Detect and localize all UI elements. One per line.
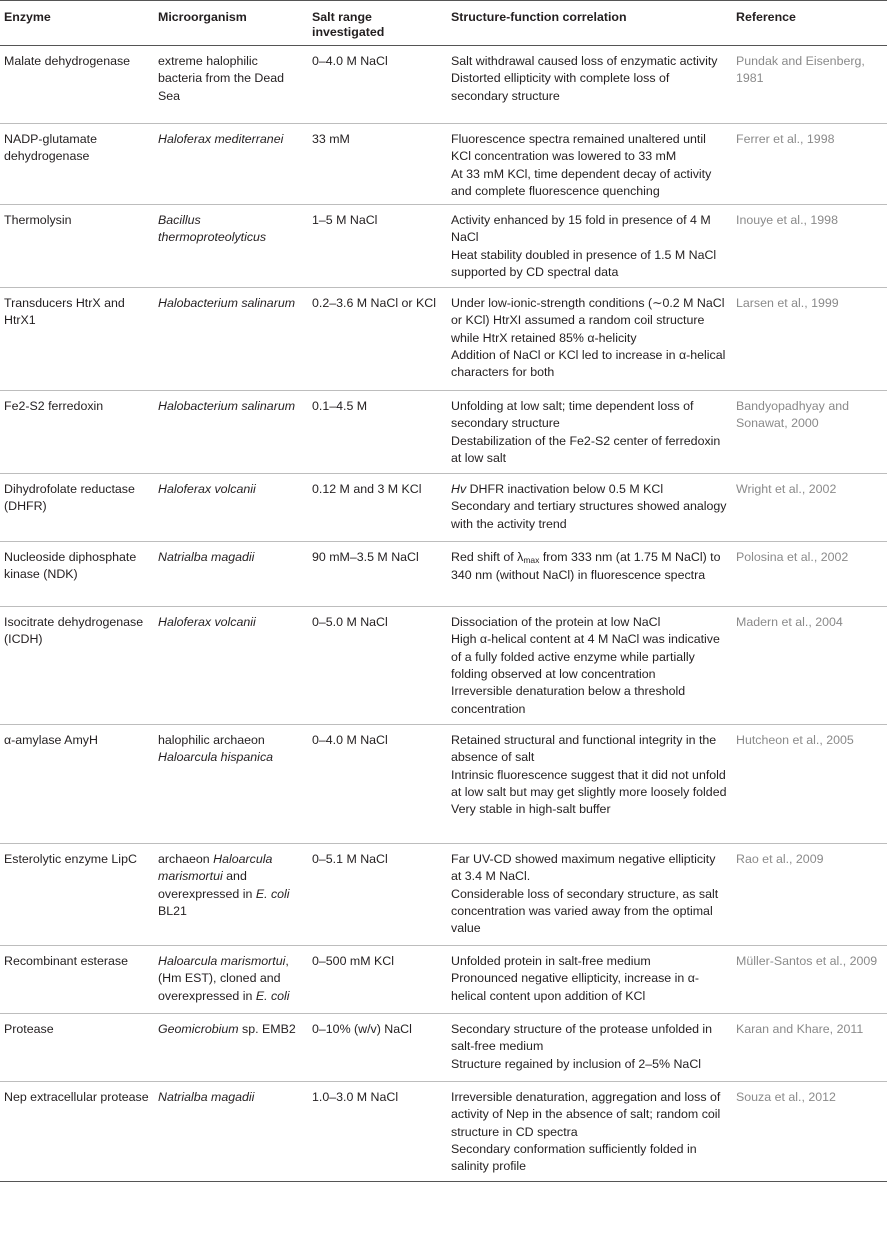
cell-organism [154,1014,308,1082]
cell-enzyme: Recombinant esterase [0,946,154,1014]
sf-line: Secondary and tertiary structures showed analogy with the activity trend [451,499,727,531]
cell-reference: Wright et al., 2002 [732,474,887,542]
cell-reference: Madern et al., 2004 [732,607,887,725]
cell-reference: Rao et al., 2009 [732,844,887,946]
sf-line: Structure regained by inclusion of 2–5% NaCl [451,1056,702,1071]
organism-text: halophilic archaeon [158,733,265,748]
cell-organism: Halobacterium salinarum [154,288,308,391]
cell-reference: Bandyopadhyay and Sonawat, 2000 [732,391,887,474]
sf-line: Very stable in high-salt buffer [451,802,611,817]
table-row [0,1082,887,1182]
header-structure-function: Structure-function correlation [447,1,732,46]
organism-text: BL21 [158,904,187,919]
sf-line: Secondary conformation sufficiently folded in salinity profile [451,1142,697,1174]
organism-italic: Haloarcula marismortui [158,852,273,884]
cell-enzyme: Esterolytic enzyme LipC [0,844,154,946]
sf-line: Heat stability doubled in presence of 1.5 M NaCl supported by CD spectral data [451,247,717,280]
cell-structure-function [447,844,732,946]
cell-salt: 0–5.0 M NaCl [308,607,447,725]
cell-organism: Haloferax mediterranei [154,124,308,205]
cell-enzyme: NADP-glutamate dehydrogenase [0,124,154,205]
cell-structure-function [447,288,732,391]
sf-line: Activity enhanced by 15 fold in presence of 4 M NaCl [451,213,711,245]
cell-structure-function [447,205,732,288]
cell-enzyme: Isocitrate dehydrogenase (ICDH) [0,607,154,725]
cell-reference: Hutcheon et al., 2005 [732,725,887,844]
cell-structure-function [447,725,732,844]
cell-reference: Souza et al., 2012 [732,1082,887,1182]
organism-italic: Geomicrobium [158,1022,239,1037]
header-microorganism: Microorganism [154,1,308,46]
organism-text: , (Hm EST), cloned and overexpressed in [158,954,289,1003]
cell-salt: 1–5 M NaCl [308,205,447,288]
cell-organism: Natrialba magadii [154,542,308,607]
table-row [0,391,887,474]
cell-salt: 0–4.0 M NaCl [308,725,447,844]
sf-line: Salt withdrawal caused loss of enzymatic activity [451,54,718,68]
cell-salt: 90 mM–3.5 M NaCl [308,542,447,607]
sf-line: Intrinsic fluorescence suggest that it did not unfold at low salt but may get slightly more loosely folded [451,767,727,800]
cell-structure-function [447,542,732,607]
cell-structure-function [447,946,732,1014]
sf-text: Red shift of λ [451,550,524,565]
cell-enzyme: Thermolysin [0,205,154,288]
sf-line: Dissociation of the protein at low NaCl [451,615,661,630]
table-row [0,288,887,391]
cell-enzyme: Protease [0,1014,154,1082]
sf-text: DHFR inactivation below 0.5 M KCl [466,482,664,497]
cell-structure-function [447,1014,732,1082]
sf-line: Under low-ionic-strength conditions (∼0.2 M NaCl or KCl) HtrXI assumed a random coil structure while HtrX retained 85% α-helicity [451,296,725,345]
sf-line: At 33 mM KCl, time dependent decay of activity and complete fluorescence quenching [451,166,712,198]
cell-salt: 1.0–3.0 M NaCl [308,1082,447,1182]
cell-salt: 0.2–3.6 M NaCl or KCl [308,288,447,391]
header-reference: Reference [732,1,887,46]
table-row [0,474,887,542]
cell-salt: 0–10% (w/v) NaCl [308,1014,447,1082]
cell-enzyme: α-amylase AmyH [0,725,154,844]
cell-salt: 0–4.0 M NaCl [308,46,447,124]
cell-reference: Müller-Santos et al., 2009 [732,946,887,1014]
cell-enzyme: Malate dehydrogenase [0,46,154,124]
sf-line: Pronounced negative ellipticity, increase in α-helical content upon addition of KCl [451,971,699,1003]
table-row [0,844,887,946]
table-row [0,205,887,288]
cell-organism: Haloferax volcanii [154,607,308,725]
sf-text: from 333 nm (at 1.75 M NaCl) to 340 nm (without NaCl) in fluorescence spectra [451,550,721,583]
cell-salt: 33 mM [308,124,447,205]
sf-line: Irreversible denaturation below a threshold concentration [451,684,686,716]
cell-structure-function [447,474,732,542]
table-row [0,542,887,607]
table-row [0,725,887,844]
sf-line [451,481,728,498]
table-row [0,946,887,1014]
cell-salt: 0–5.1 M NaCl [308,844,447,946]
cell-structure-function [447,1082,732,1182]
cell-enzyme: Transducers HtrX and HtrX1 [0,288,154,391]
cell-structure-function [447,391,732,474]
organism-italic: Haloarcula hispanica [158,750,274,765]
table-row [0,1014,887,1082]
cell-organism: extreme halophilic bacteria from the Dead Sea [154,46,308,124]
cell-organism [154,844,308,946]
cell-organism: Haloferax volcanii [154,474,308,542]
header-enzyme: Enzyme [0,1,154,46]
cell-salt: 0.12 M and 3 M KCl [308,474,447,542]
organism-italic: E. coli [255,988,290,1003]
sf-line: Far UV-CD showed maximum negative ellipticity at 3.4 M NaCl. [451,852,716,884]
sf-line: Unfolded protein in salt-free medium [451,954,651,969]
sf-line: Secondary structure of the protease unfolded in salt-free medium [451,1022,713,1054]
cell-structure-function [447,124,732,205]
cell-reference: Pundak and Eisenberg, 1981 [732,46,887,124]
cell-organism [154,946,308,1014]
sf-italic: Hv [451,482,467,497]
header-row [0,1,887,46]
cell-salt: 0–500 mM KCl [308,946,447,1014]
organism-italic: Haloarcula marismortui [158,954,286,969]
sf-subscript: max [523,555,540,566]
cell-enzyme: Nucleoside diphosphate kinase (NDK) [0,542,154,607]
organism-text: sp. EMB2 [238,1022,296,1037]
cell-reference: Karan and Khare, 2011 [732,1014,887,1082]
sf-line: Considerable loss of secondary structure, as salt concentration was varied away from the optimal value [451,886,719,936]
organism-text: archaeon [158,852,214,867]
cell-organism: Natrialba magadii [154,1082,308,1182]
sf-line: Retained structural and functional integrity in the absence of salt [451,733,717,765]
organism-text: and overexpressed in [158,869,256,901]
sf-line: Distorted ellipticity with complete loss of secondary structure [451,71,670,103]
sf-line: High α-helical content at 4 M NaCl was indicative of a fully folded active enzyme while partially folding observed at low concentration [451,632,720,682]
cell-organism: Halobacterium salinarum [154,391,308,474]
organism-italic: E. coli [255,886,290,901]
sf-line: Unfolding at low salt; time dependent loss of secondary structure [451,399,694,431]
cell-reference: Inouye et al., 1998 [732,205,887,288]
cell-salt: 0.1–4.5 M [308,391,447,474]
cell-reference: Polosina et al., 2002 [732,542,887,607]
cell-enzyme: Dihydrofolate reductase (DHFR) [0,474,154,542]
cell-structure-function [447,46,732,124]
cell-reference: Ferrer et al., 1998 [732,124,887,205]
cell-structure-function [447,607,732,725]
sf-line: Irreversible denaturation, aggregation and loss of activity of Nep in the absence of salt; random coil structure in CD spectra [451,1090,721,1139]
header-salt-range: Salt range investigated [308,1,447,46]
cell-reference: Larsen et al., 1999 [732,288,887,391]
cell-enzyme: Fe2-S2 ferredoxin [0,391,154,474]
sf-line: Addition of NaCl or KCl led to increase in α-helical characters for both [451,348,726,380]
cell-organism: Bacillus thermoproteolyticus [154,205,308,288]
table-row [0,46,887,124]
sf-line: Fluorescence spectra remained unaltered until KCl concentration was lowered to 33 mM [451,132,706,164]
table-header [0,1,887,46]
table-row [0,124,887,205]
table-row [0,607,887,725]
cell-enzyme: Nep extracellular protease [0,1082,154,1182]
sf-line: Destabilization of the Fe2-S2 center of ferredoxin at low salt [451,433,721,466]
cell-organism [154,725,308,844]
table-body [0,46,887,1182]
